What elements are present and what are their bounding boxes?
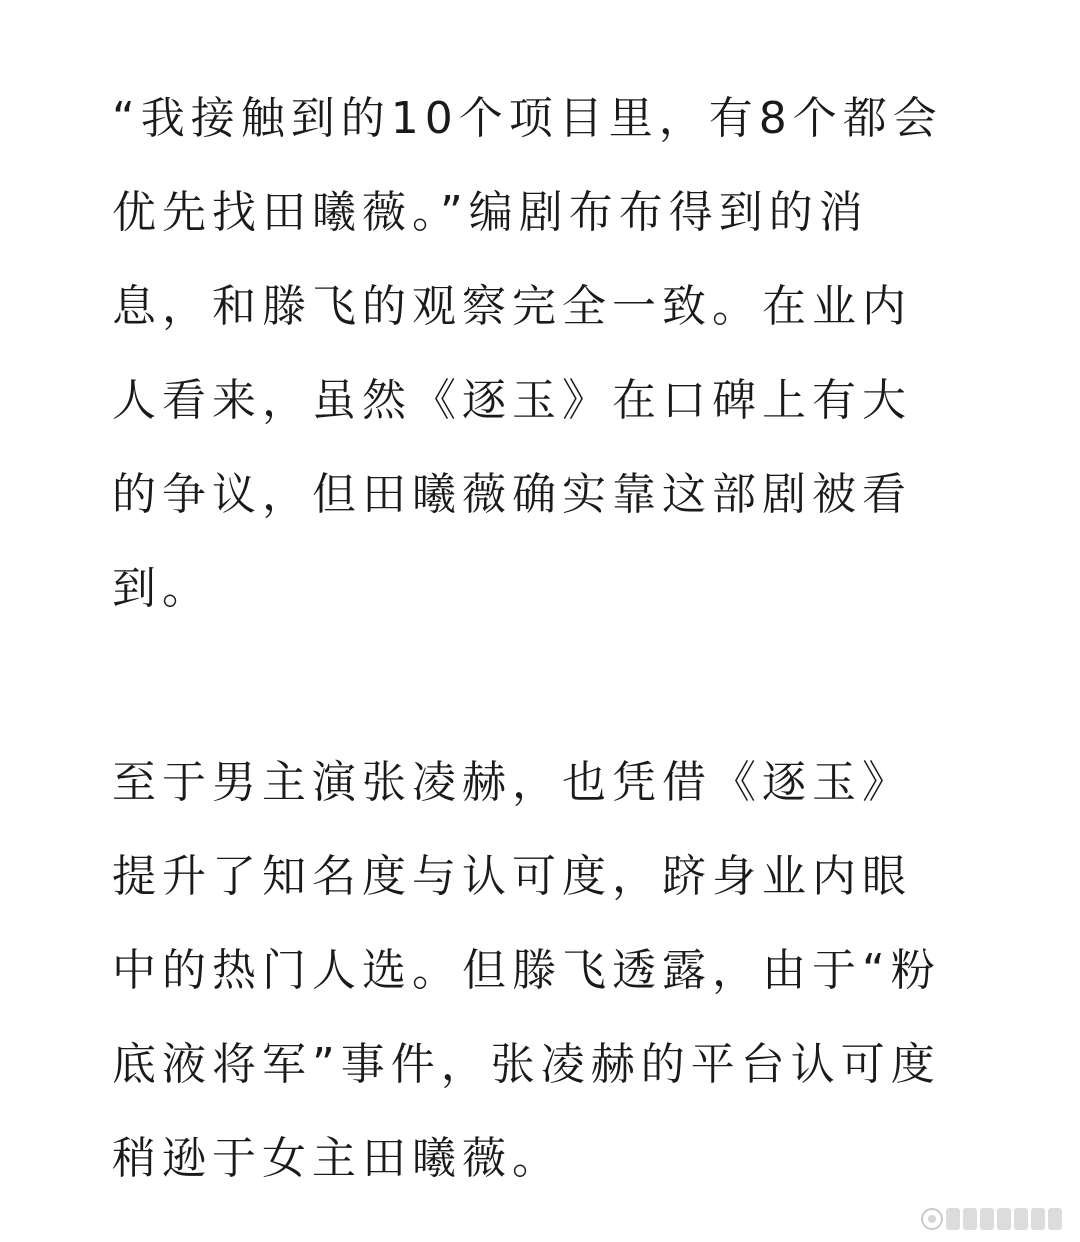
watermark-glyph-icon: [1031, 1208, 1045, 1230]
watermark-glyph-icon: [997, 1208, 1011, 1230]
text-line: 到。: [112, 563, 212, 614]
text-line: 底液将军”事件，张凌赫的平台认可度: [112, 1039, 941, 1090]
watermark-glyph-icon: [980, 1208, 994, 1230]
weibo-watermark-icon: [921, 1206, 1062, 1232]
text-line: 息，和滕飞的观察完全一致。在业内: [112, 281, 912, 332]
paragraph-1: [112, 72, 992, 636]
watermark-glyph-icon: [963, 1208, 977, 1230]
text-line: 至于男主演张凌赫，也凭借《逐玉》: [112, 757, 912, 808]
watermark-glyph-icon: [1048, 1208, 1062, 1230]
text-line: 稍逊于女主田曦薇。: [112, 1133, 562, 1184]
watermark-glyph-icon: [1014, 1208, 1028, 1230]
text-line: 提升了知名度与认可度，跻身业内眼: [112, 851, 912, 902]
paragraph-2: [112, 736, 992, 1206]
watermark-glyph-icon: [946, 1208, 960, 1230]
text-line: 中的热门人选。但滕飞透露，由于“粉: [112, 945, 941, 996]
watermark-logo-icon: [921, 1208, 943, 1230]
text-line: 的争议，但田曦薇确实靠这部剧被看: [112, 469, 912, 520]
text-line: “我接触到的10个项目里，有8个都会: [112, 93, 943, 144]
text-line: 人看来，虽然《逐玉》在口碑上有大: [112, 375, 912, 426]
text-line: 优先找田曦薇。”编剧布布得到的消: [112, 187, 869, 238]
